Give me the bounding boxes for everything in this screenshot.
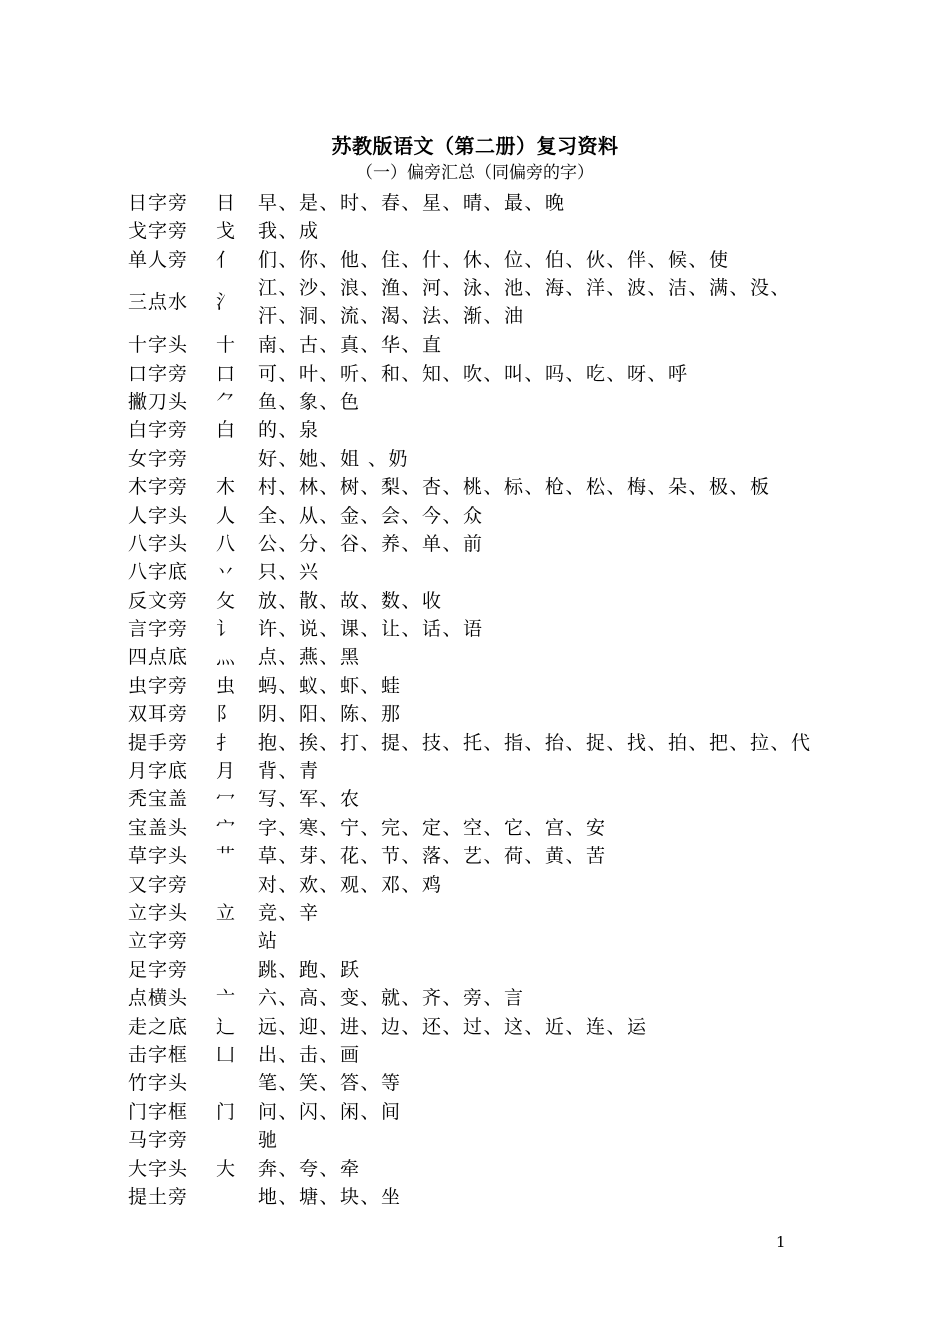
radical-name: 又字旁 (128, 873, 189, 896)
radical-row (128, 757, 848, 785)
radical-glyph: 艹 (216, 845, 236, 868)
radical-name: 提手旁 (128, 731, 189, 754)
example-characters: 江、沙、浪、渔、河、泳、池、海、洋、波、洁、满、没、汗、洞、流、渴、法、渐、油 (258, 277, 792, 328)
radical-name: 宝盖头 (128, 816, 189, 839)
radical-glyph: 攵 (216, 589, 236, 612)
example-characters: 问、闪、闲、间 (258, 1100, 402, 1123)
example-characters: 我、成 (258, 220, 320, 243)
radical-glyph: 戈 (216, 220, 236, 243)
example-characters: 抱、挨、打、提、技、托、指、抬、捉、找、拍、把、拉、代 (258, 731, 812, 754)
example-characters: 六、高、变、就、齐、旁、言 (258, 987, 525, 1010)
radical-name: 立字旁 (128, 930, 189, 953)
radical-name: 撇刀头 (128, 390, 189, 413)
radical-name: 秃宝盖 (128, 788, 189, 811)
radical-row (128, 445, 848, 473)
radical-glyph: ⺈ (216, 390, 236, 413)
radical-name: 白字旁 (128, 419, 189, 442)
radical-table (128, 189, 848, 1211)
radical-name: 口字旁 (128, 362, 189, 385)
radical-row (128, 1069, 848, 1097)
example-characters: 村、林、树、梨、杏、桃、标、枪、松、梅、朵、极、板 (258, 476, 771, 499)
radical-glyph: 大 (216, 1157, 236, 1180)
example-characters: 字、寒、宁、完、定、空、它、宫、安 (258, 816, 607, 839)
radical-row (128, 785, 848, 813)
radical-glyph: 木 (216, 476, 236, 499)
example-characters: 地、塘、块、坐 (258, 1185, 402, 1208)
radical-row (128, 729, 848, 757)
example-characters: 驰 (258, 1129, 279, 1152)
radical-glyph: 冖 (216, 788, 236, 811)
radical-row (128, 1155, 848, 1183)
radical-name: 十字头 (128, 334, 189, 357)
example-characters: 奔、夸、牵 (258, 1157, 361, 1180)
radical-glyph: 亠 (216, 987, 236, 1010)
radical-row (128, 558, 848, 586)
example-characters: 蚂、蚁、虾、蛙 (258, 674, 402, 697)
radical-name: 反文旁 (128, 589, 189, 612)
radical-row (128, 360, 848, 388)
section-subtitle: （一）偏旁汇总（同偏旁的字） (356, 163, 594, 183)
radical-row (128, 871, 848, 899)
example-characters: 可、叶、听、和、知、吹、叫、吗、吃、呀、呼 (258, 362, 689, 385)
example-characters: 点、燕、黑 (258, 646, 361, 669)
radical-name: 提土旁 (128, 1185, 189, 1208)
radical-name: 八字头 (128, 532, 189, 555)
radical-name: 走之底 (128, 1015, 189, 1038)
example-characters: 笔、笑、答、等 (258, 1072, 402, 1095)
radical-name: 日字旁 (128, 192, 189, 214)
radical-row (128, 899, 848, 927)
radical-name: 竹字头 (128, 1072, 189, 1095)
radical-row (128, 246, 848, 274)
radical-name: 马字旁 (128, 1129, 189, 1152)
example-characters: 阴、阳、陈、那 (258, 703, 402, 726)
radical-row (128, 1126, 848, 1154)
example-characters: 远、迎、进、边、还、过、这、近、连、运 (258, 1015, 648, 1038)
radical-name: 足字旁 (128, 958, 189, 981)
example-characters: 全、从、金、会、今、众 (258, 504, 484, 527)
radical-name: 人字头 (128, 504, 189, 527)
radical-row (128, 502, 848, 530)
example-characters: 们、你、他、住、什、休、位、伯、伙、伴、候、使 (258, 248, 730, 271)
radical-row (128, 587, 848, 615)
radical-row (128, 615, 848, 643)
radical-glyph: 虫 (216, 674, 236, 697)
radical-row (128, 388, 848, 416)
radical-name: 女字旁 (128, 447, 189, 470)
radical-row (128, 331, 848, 359)
radical-glyph: 日 (216, 192, 236, 214)
radical-glyph: 宀 (216, 816, 236, 839)
radical-name: 草字头 (128, 845, 189, 868)
example-characters: 出、击、画 (258, 1043, 361, 1066)
radical-row (128, 1013, 848, 1041)
radical-glyph: 八 (216, 532, 236, 555)
radical-row (128, 842, 848, 870)
radical-row (128, 1183, 848, 1211)
radical-name: 点横头 (128, 987, 189, 1010)
radical-name: 四点底 (128, 646, 189, 669)
radical-glyph: 人 (216, 504, 236, 527)
radical-glyph: 门 (216, 1100, 236, 1123)
radical-row (128, 473, 848, 501)
page-number: 1 (776, 1233, 786, 1251)
example-characters: 许、说、课、让、话、语 (258, 618, 484, 641)
radical-name: 双耳旁 (128, 703, 189, 726)
example-characters: 鱼、象、色 (258, 390, 361, 413)
example-characters: 放、散、故、数、收 (258, 589, 443, 612)
radical-name: 击字框 (128, 1043, 189, 1066)
document-title: 苏教版语文（第二册）复习资料 (331, 134, 619, 158)
radical-name: 戈字旁 (128, 220, 189, 243)
example-characters: 写、军、农 (258, 788, 361, 811)
example-characters: 公、分、谷、养、单、前 (258, 532, 484, 555)
radical-glyph: 讠 (216, 618, 236, 641)
example-characters: 站 (258, 930, 279, 953)
example-characters: 跳、跑、跃 (258, 958, 361, 981)
radical-glyph: 十 (216, 334, 236, 357)
radical-glyph: 立 (216, 901, 236, 924)
radical-row (128, 700, 848, 728)
radical-name: 立字头 (128, 901, 189, 924)
example-characters: 只、兴 (258, 561, 320, 584)
example-characters: 背、青 (258, 760, 320, 783)
radical-row (128, 274, 848, 331)
radical-row (128, 643, 848, 671)
example-characters: 南、古、真、华、直 (258, 334, 443, 357)
radical-glyph: 亻 (216, 248, 236, 271)
radical-row (128, 416, 848, 444)
example-characters: 对、欢、观、邓、鸡 (258, 873, 443, 896)
example-characters: 草、芽、花、节、落、艺、荷、黄、苦 (258, 845, 607, 868)
radical-name: 八字底 (128, 561, 189, 584)
radical-glyph: 扌 (216, 731, 236, 754)
example-characters: 的、泉 (258, 419, 320, 442)
radical-row (128, 189, 848, 217)
radical-name: 言字旁 (128, 618, 189, 641)
radical-row (128, 672, 848, 700)
radical-name: 单人旁 (128, 248, 189, 271)
radical-row (128, 217, 848, 245)
radical-glyph: 丷 (216, 561, 236, 584)
example-characters: 好、她、姐 、奶 (258, 447, 410, 470)
radical-glyph: 口 (216, 362, 236, 385)
radical-glyph: 氵 (216, 291, 236, 314)
radical-name: 大字头 (128, 1157, 189, 1180)
radical-glyph: 月 (216, 760, 236, 783)
radical-glyph: 阝 (216, 703, 236, 726)
radical-row (128, 927, 848, 955)
example-characters: 竞、辛 (258, 901, 320, 924)
radical-name: 月字底 (128, 760, 189, 783)
radical-name: 木字旁 (128, 476, 189, 499)
radical-row (128, 530, 848, 558)
radical-glyph: 白 (216, 419, 236, 442)
radical-name: 三点水 (128, 291, 189, 314)
radical-name: 虫字旁 (128, 674, 189, 697)
radical-row (128, 956, 848, 984)
radical-row (128, 984, 848, 1012)
radical-glyph: 灬 (216, 646, 236, 669)
radical-name: 门字框 (128, 1100, 189, 1123)
radical-glyph: 凵 (216, 1043, 236, 1066)
radical-row (128, 1098, 848, 1126)
radical-row (128, 1041, 848, 1069)
example-characters: 早、是、时、春、星、晴、最、晚 (258, 192, 566, 214)
radical-glyph: 辶 (216, 1015, 236, 1038)
radical-row (128, 814, 848, 842)
